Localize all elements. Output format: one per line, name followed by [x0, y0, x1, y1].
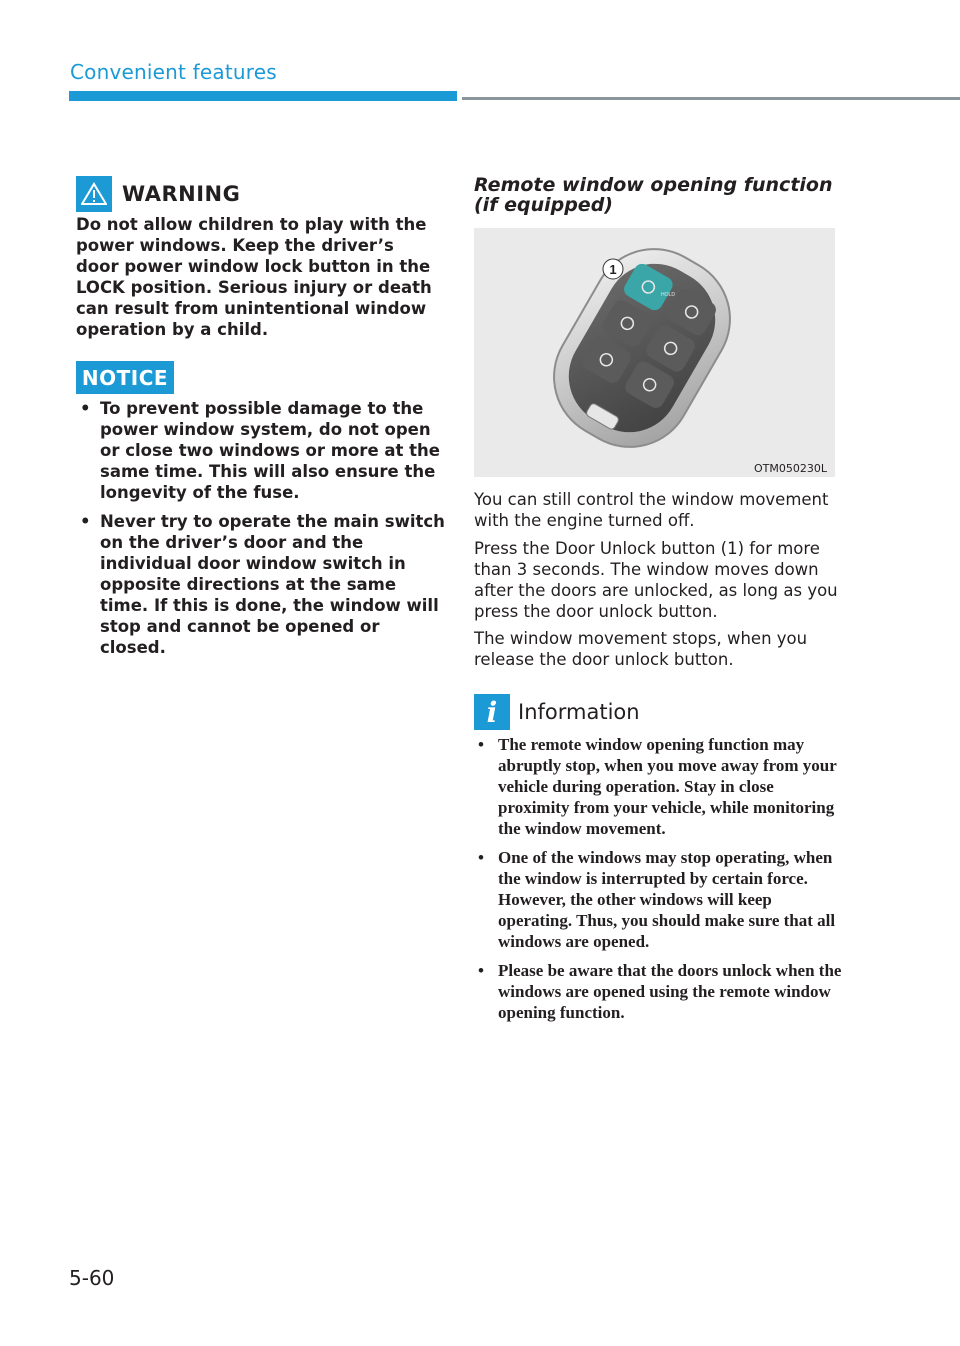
- notice-item: • To prevent possible damage to the power window system, do not open or close two windows or more at the same time. This will also ensure the longevity of the fuse.: [76, 398, 446, 503]
- information-title: Information: [518, 700, 640, 724]
- callout-number: 1: [609, 262, 617, 277]
- warning-triangle-icon: [76, 176, 112, 212]
- remote-window-heading: Remote window opening function (if equipped): [474, 174, 833, 216]
- body-paragraph: You can still control the window movement with the engine turned off.: [474, 490, 829, 530]
- warning-text: Do not allow children to play with the power windows. Keep the driver’s door power window lock button in the LOCK position. Serious injury or death can result from unintentional window operation by a child.: [76, 215, 432, 339]
- header-rule-gray: [462, 97, 960, 100]
- body-paragraph: The window movement stops, when you release the door unlock button.: [474, 629, 808, 669]
- info-icon: i: [474, 694, 510, 730]
- information-item: • The remote window opening function may abruptly stop, when you move away from your vehicle during operation. Stay in close proximity from your vehicle, while monitoring the window movement.: [474, 734, 844, 839]
- warning-title: WARNING: [122, 182, 241, 206]
- notice-label: NOTICE: [76, 361, 174, 394]
- smart-key-figure: [474, 228, 835, 477]
- figure-code: OTM050230L: [754, 462, 827, 475]
- page-number: 5-60: [69, 1266, 115, 1290]
- section-title: Convenient features: [70, 60, 277, 84]
- information-list: [474, 734, 844, 1031]
- hold-label: HOLD: [661, 292, 675, 298]
- smart-key-illustration: [474, 228, 835, 477]
- information-item: • Please be aware that the doors unlock when the windows are opened using the remote window opening function.: [474, 960, 844, 1023]
- notice-item: • Never try to operate the main switch on the driver’s door and the individual door window switch in opposite directions at the same time. If this is done, the window will stop and cannot be opened or closed.: [76, 511, 446, 658]
- header-rule-accent: [69, 91, 457, 101]
- warning-header: [76, 176, 240, 212]
- information-item: • One of the windows may stop operating, when the window is interrupted by certain force. However, the other windows will keep operating. Thus, you should make sure that all windows are opened.: [474, 847, 844, 952]
- information-header: [474, 694, 640, 730]
- body-paragraph: Press the Door Unlock button (1) for more than 3 seconds. The window moves down after the doors are unlocked, as long as you press the door unlock button.: [474, 539, 838, 621]
- notice-list: [76, 398, 446, 666]
